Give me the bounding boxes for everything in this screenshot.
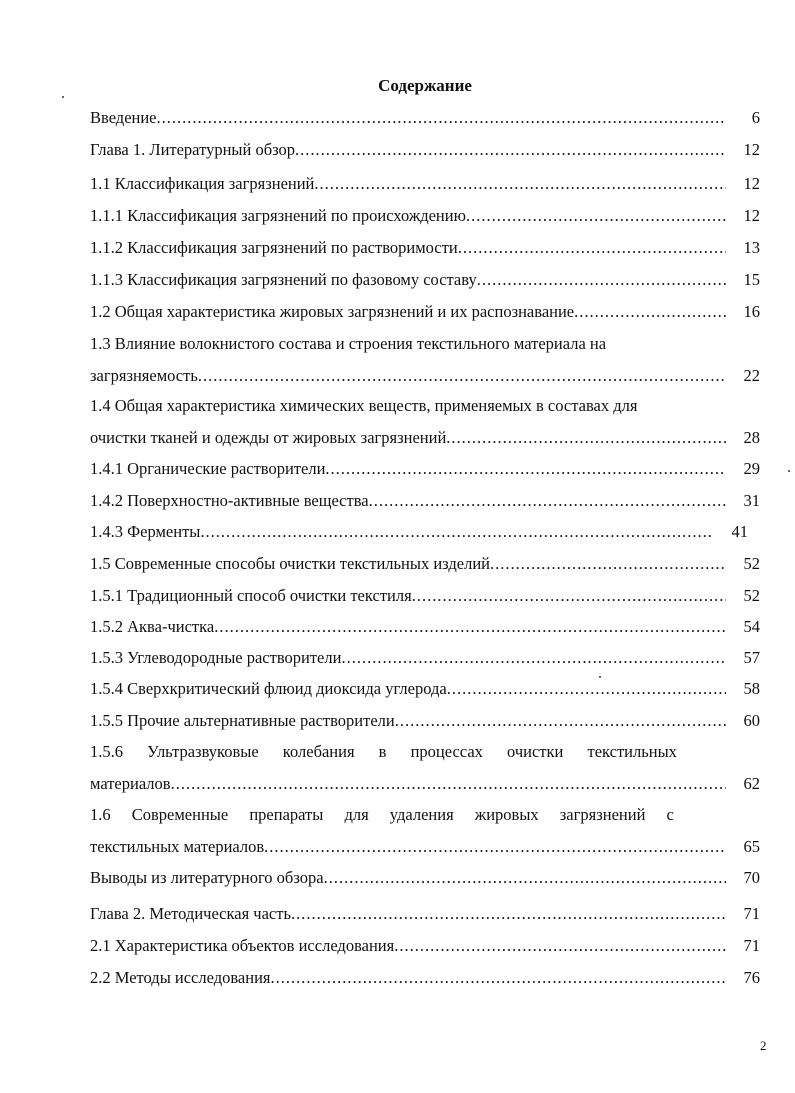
toc-entry[interactable]: [90, 302, 760, 322]
toc-entry-label-line1: [90, 805, 726, 825]
toc-entry-label: 1.4.1 Органические растворители: [90, 459, 326, 478]
toc-entry-label: 2.2 Методы исследования: [90, 968, 271, 987]
toc-entry-page: 13: [743, 238, 760, 257]
toc-entry[interactable]: [90, 711, 760, 731]
toc-entry-page: 62: [743, 774, 760, 793]
toc-entry-label: 1.1.1 Классификация загрязнений по происхождению: [90, 206, 466, 225]
toc-entry[interactable]: [90, 174, 760, 194]
toc-entry-page: 31: [743, 491, 760, 510]
toc-entry-label: 1.5 Современные способы очистки текстильных изделий: [90, 554, 490, 573]
leader-dots: [198, 366, 726, 386]
toc-entry-page: 6: [751, 108, 760, 127]
toc-entry-page: 16: [743, 302, 760, 321]
leader-dots: [157, 108, 726, 128]
toc-entry-page: 57: [743, 648, 760, 667]
toc-entry-label: материалов: [90, 774, 171, 793]
toc-entry-label-line1: [90, 742, 726, 762]
toc-entry-page: 52: [743, 554, 760, 573]
toc-entry-label: 1.4.2 Поверхностно-активные вещества: [90, 491, 369, 510]
toc-entry-label: 1.2 Общая характеристика жировых загрязнений и их распознавание: [90, 302, 575, 321]
leader-dots: [446, 428, 726, 448]
leader-dots: [314, 174, 726, 194]
toc-entry[interactable]: [90, 868, 760, 888]
leader-dots: [324, 868, 726, 888]
leader-dots: [295, 140, 726, 160]
toc-entry[interactable]: [90, 459, 760, 479]
leader-dots: [171, 774, 726, 794]
toc-entry-page: 12: [743, 174, 760, 193]
toc-entry[interactable]: [90, 522, 760, 542]
scan-speck: [599, 676, 601, 678]
leader-dots: [477, 270, 726, 290]
toc-entry-label: 1.5.4 Сверхкритический флюид диоксида углерода: [90, 679, 447, 698]
toc-entry-label-line1-text: 1.6 Современные препараты для удаления жировых загрязнений с: [90, 805, 674, 824]
page-title: Содержание: [378, 76, 472, 95]
toc-entry-label: 1.1.3 Классификация загрязнений по фазовому составу: [90, 270, 477, 289]
toc-entry[interactable]: [90, 617, 760, 637]
leader-dots: [394, 936, 726, 956]
toc-entry-label-line1-text: 1.5.6 Ультразвуковые колебания в процессах очистки текстильных: [90, 742, 677, 761]
toc-entry[interactable]: [90, 679, 760, 699]
toc-entry[interactable]: [90, 140, 760, 160]
toc-entry-label: загрязняемость: [90, 366, 198, 385]
toc-entry-page: 58: [743, 679, 760, 698]
leader-dots: [291, 904, 726, 924]
toc-entry-label: 1.5.2 Аква-чистка: [90, 617, 215, 636]
toc-entry-label: 1.5.5 Прочие альтернативные растворители: [90, 711, 395, 730]
leader-dots: [490, 554, 726, 574]
toc-entry-label-line1: 1.4 Общая характеристика химических веществ, применяемых в составах для: [90, 396, 638, 415]
toc-entry-page: 71: [743, 904, 760, 923]
toc-entry-page: 60: [743, 711, 760, 730]
toc-entry-label: 1.5.3 Углеводородные растворители: [90, 648, 342, 667]
leader-dots: [264, 837, 726, 857]
leader-dots: [574, 302, 726, 322]
toc-entry-page: 28: [743, 428, 760, 447]
leader-dots: [214, 617, 726, 637]
toc-entry-label: Глава 1. Литературный обзор: [90, 140, 296, 159]
toc-entry-multiline[interactable]: [90, 805, 760, 857]
toc-entry-label: Глава 2. Методическая часть: [90, 904, 291, 923]
toc-entry-label: 1.1 Классификация загрязнений: [90, 174, 315, 193]
toc-entry-page: 71: [743, 936, 760, 955]
toc-entry-page: 15: [743, 270, 760, 289]
leader-dots: [341, 648, 726, 668]
toc-entry-label: очистки тканей и одежды от жировых загрязнений: [90, 428, 447, 447]
toc-entry-label: 1.5.1 Традиционный способ очистки текстиля: [90, 586, 412, 605]
toc-entry[interactable]: [90, 206, 760, 226]
leader-dots: [412, 586, 726, 606]
toc-entry-page: 12: [743, 206, 760, 225]
leader-dots: [466, 206, 726, 226]
scan-speck: [788, 470, 790, 472]
toc-entry-page: 65: [743, 837, 760, 856]
toc-entry[interactable]: [90, 936, 760, 956]
toc-entry-multiline[interactable]: [90, 334, 760, 386]
toc-entry-label: текстильных материалов: [90, 837, 265, 856]
page-number: 2: [760, 1038, 767, 1053]
toc-entry-page: 29: [743, 459, 760, 478]
toc-entry-page: 76: [743, 968, 760, 987]
toc-entry-label: Введение: [90, 108, 157, 127]
scan-speck: [62, 96, 64, 98]
toc-entry-page: 22: [743, 366, 760, 385]
toc-entry-page: 12: [743, 140, 760, 159]
leader-dots: [200, 522, 714, 542]
leader-dots: [271, 968, 726, 988]
toc-entry-label: 1.1.2 Классификация загрязнений по растворимости: [90, 238, 458, 257]
toc-entry[interactable]: [90, 904, 760, 924]
toc-entry[interactable]: [90, 968, 760, 988]
toc-entry[interactable]: [90, 554, 760, 574]
toc-entry-label-line1: 1.3 Влияние волокнистого состава и строения текстильного материала на: [90, 334, 607, 353]
toc-entry[interactable]: [90, 648, 760, 668]
leader-dots: [447, 679, 726, 699]
toc-entry-label: 2.1 Характеристика объектов исследования: [90, 936, 395, 955]
toc-entry[interactable]: [90, 270, 760, 290]
toc-entry-page: 70: [743, 868, 760, 887]
toc-entry-page: 52: [743, 586, 760, 605]
toc-entry-label: Выводы из литературного обзора: [90, 868, 324, 887]
leader-dots: [325, 459, 726, 479]
toc-entry-label: 1.4.3 Ферменты: [90, 522, 201, 541]
toc-entry[interactable]: [90, 491, 760, 511]
leader-dots: [458, 238, 726, 258]
toc-entry-multiline[interactable]: [90, 396, 760, 448]
leader-dots: [395, 711, 726, 731]
toc-entry[interactable]: [90, 108, 760, 128]
leader-dots: [369, 491, 726, 511]
toc-entry-page: 54: [743, 617, 760, 636]
toc-entry[interactable]: [90, 586, 760, 606]
toc-entry-multiline[interactable]: [90, 742, 760, 794]
toc-entry-page: 41: [731, 522, 748, 541]
toc-entry[interactable]: [90, 238, 760, 258]
